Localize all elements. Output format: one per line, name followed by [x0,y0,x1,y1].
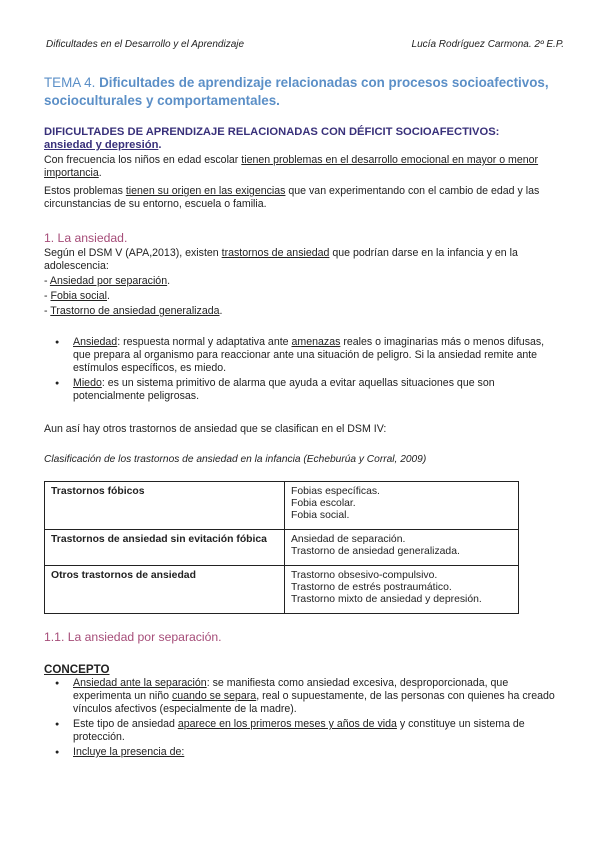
document-title [44,74,549,110]
ansiedad-heading: 1. La ansiedad. [44,231,128,245]
section-ansiedad [44,231,559,403]
concept-heading: CONCEPTO [44,663,110,676]
section-separacion [44,630,559,759]
section-socioafectivos [44,126,559,211]
section-heading-sub: ansiedad y depresión [44,139,159,151]
table-caption: Clasificación de los trastornos de ansiedad en la infancia (Echeburúa y Corral, 2009) [44,454,427,465]
list-item-miedo: ● Miedo: es un sistema primitivo de alarma que ayuda a evitar aquellas situaciones que son potencialmente peligrosas. [44,377,559,403]
ansiedad-intro: Según el DSM V (APA,2013), existen trastornos de ansiedad que podrían darse en la infancia y en la adolescencia: [44,247,518,272]
table-cell-category: Trastornos de ansiedad sin evitación fóbica [45,530,285,566]
table-row [45,530,519,566]
list-item: - Fobia social. [44,290,110,302]
header-course: Dificultades en el Desarrollo y el Aprendizaje [46,39,245,50]
header-author: Lucía Rodríguez Carmona. 2º E.P. [411,39,564,50]
list-item: ● Incluye la presencia de: [44,746,559,759]
classification-table [44,481,519,614]
list-item: ● Este tipo de ansiedad aparece en los primeros meses y años de vida y constituye un sistema de protección. [44,718,559,744]
table-row [45,482,519,530]
title-text: Dificultades de aprendizaje relacionadas con procesos socioafectivos, socioculturales y comportamentales. [44,75,549,108]
classification-table-wrap [44,481,559,614]
list-item: ● Ansiedad ante la separación: se manifiesta como ansiedad excesiva, desproporcionada, que experimenta un niño cuando se separa, real o supuestamente, de las personas con quienes ha creado vínculos afectivos (especialmente de la madre). [44,677,559,716]
paragraph-frecuencia: Con frecuencia los niños en edad escolar tienen problemas en el desarrollo emocional en mayor o menor importancia. [44,154,539,179]
table-row [45,566,519,614]
table-cell-items: Fobias específicas. Fobia escolar. Fobia social. [285,482,519,530]
definitions-list [44,336,559,403]
other-disorders-text: Aun así hay otros trastornos de ansiedad que se clasifican en el DSM IV: [44,423,387,435]
section-heading-text: DIFICULTADES DE APRENDIZAJE RELACIONADAS CON DÉFICIT SOCIOAFECTIVOS: [44,126,500,138]
list-item: - Trastorno de ansiedad generalizada. [44,305,223,317]
paragraph-origen: Estos problemas tienen su origen en las exigencias que van experimentando con el cambio de edad y las circunstancias de su entorno, escuela o familia. [44,185,540,210]
table-cell-category: Trastornos fóbicos [45,482,285,530]
separacion-heading: 1.1. La ansiedad por separación. [44,630,222,644]
list-item-ansiedad: ● Ansiedad: respuesta normal y adaptativa ante amenazas reales o imaginarias más o menos difusas, que prepara al organismo para reaccionar ante una situación de peligro. Si la ansiedad remite ante estímulos específicos, es miedo. [44,336,559,375]
table-cell-items: Ansiedad de separación. Trastorno de ansiedad generalizada. [285,530,519,566]
table-cell-category: Otros trastornos de ansiedad [45,566,285,614]
title-prefix: TEMA 4. [44,75,100,90]
disorder-list [44,275,559,318]
table-cell-items: Trastorno obsesivo-compulsivo. Trastorno de estrés postraumático. Trastorno mixto de ansiedad y depresión. [285,566,519,614]
concept-list [44,677,559,759]
section-heading-end: . [158,139,162,151]
list-item: - Ansiedad por separación. [44,275,171,287]
section-heading [44,126,559,152]
